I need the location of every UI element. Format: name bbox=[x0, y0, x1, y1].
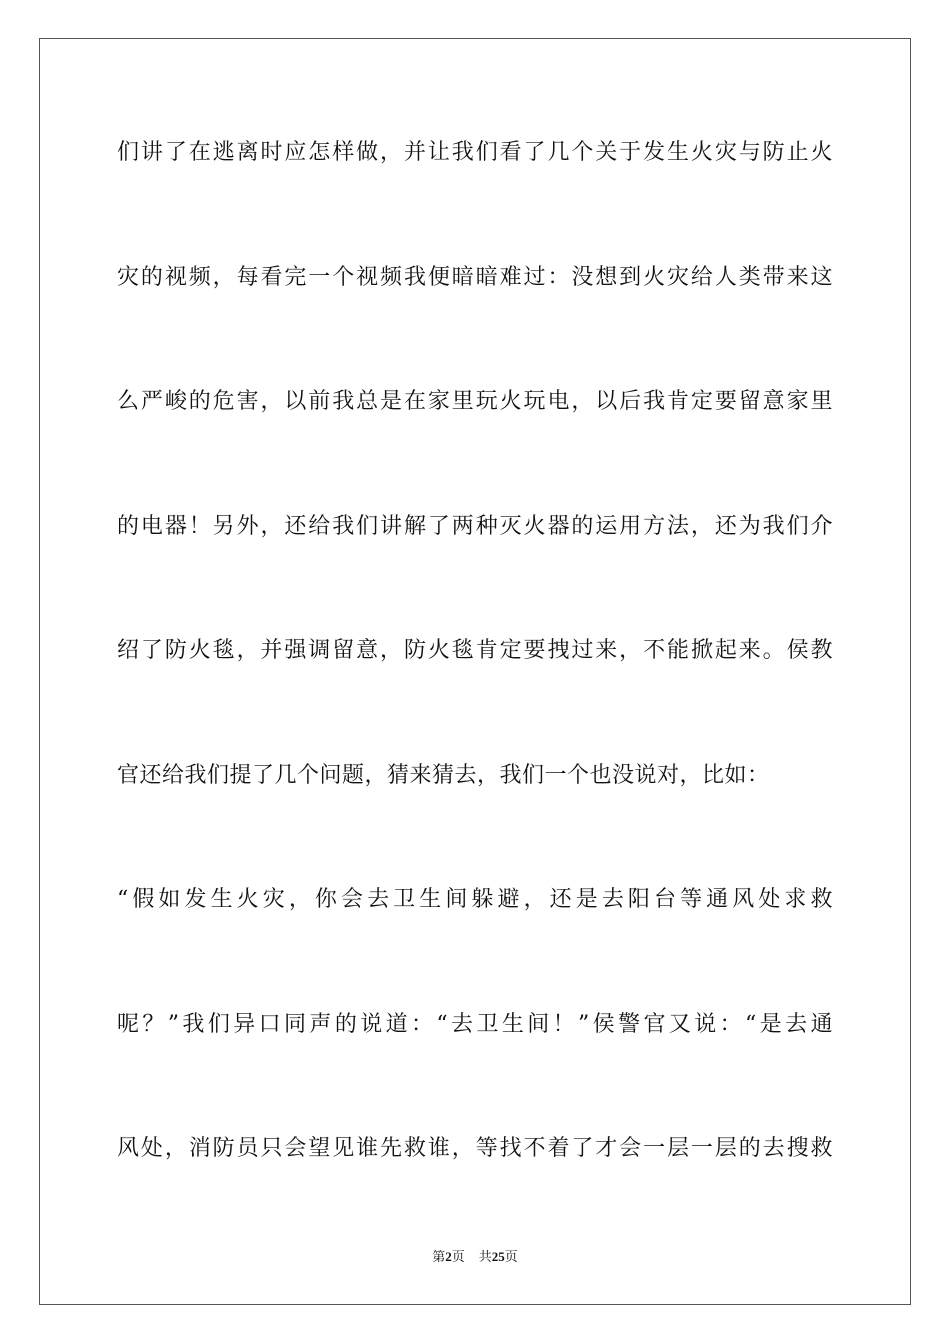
document-body bbox=[117, 125, 833, 1246]
body-line-2: 灾的视频，每看完一个视频我便暗暗难过：没想到火灾给人类带来这 bbox=[117, 264, 833, 290]
footer-page-prefix: 第 bbox=[432, 1249, 446, 1264]
footer-total-suffix: 页 bbox=[504, 1249, 518, 1264]
footer-page-suffix: 页 bbox=[451, 1249, 465, 1264]
body-line-1: 们讲了在逃离时应怎样做，并让我们看了几个关于发生火灾与防止火 bbox=[117, 140, 833, 165]
footer-total-number: 25 bbox=[491, 1249, 505, 1264]
body-line-5: 绍了防火毯，并强调留意，防火毯肯定要拽过来，不能掀起来。侯教 bbox=[117, 638, 833, 663]
body-line-3: 么严峻的危害，以前我总是在家里玩火玩电，以后我肯定要留意家里 bbox=[117, 389, 833, 414]
footer-page-number: 2 bbox=[445, 1249, 452, 1264]
body-line-6: 官还给我们提了几个问题，猜来猜去，我们一个也没说对，比如： bbox=[117, 762, 770, 788]
page-footer bbox=[0, 1247, 950, 1268]
body-line-9: 风处，消防员只会望见谁先救谁，等找不着了才会一层一层的去搜救 bbox=[117, 1136, 833, 1161]
footer-total-prefix: 共 bbox=[478, 1249, 492, 1264]
body-line-8: 呢？”我们异口同声的说道：“去卫生间！”侯警官又说：“是去通 bbox=[117, 1011, 833, 1037]
body-line-4: 的电器！另外，还给我们讲解了两种灭火器的运用方法，还为我们介 bbox=[117, 513, 833, 539]
body-line-7: “假如发生火灾，你会去卫生间躲避，还是去阳台等通风处求救 bbox=[117, 887, 833, 912]
